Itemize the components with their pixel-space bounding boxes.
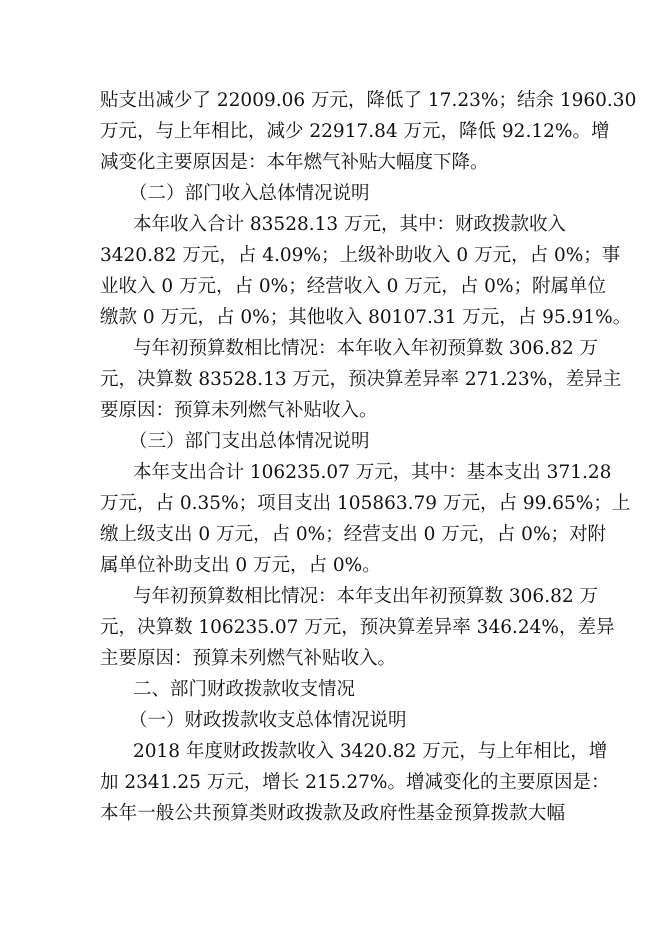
body-text-line: 万元，与上年相比，减少 22917.84 万元，降低 92.12%。增 (100, 121, 610, 142)
body-text-line: 本年支出合计 106235.07 万元，其中：基本支出 371.28 (133, 462, 612, 483)
section-heading: （三）部门支出总体情况说明 (129, 431, 370, 452)
body-text-line: 本年收入合计 83528.13 万元，其中：财政拨款收入 (133, 214, 567, 235)
body-text-line: 与年初预算数相比情况：本年收入年初预算数 306.82 万 (133, 338, 598, 359)
section-heading: （一）财政拨款收支总体情况说明 (129, 710, 407, 731)
body-text-line: 业收入 0 万元，占 0%；经营收入 0 万元，占 0%；附属单位 (100, 276, 607, 297)
body-text-line: 属单位补助支出 0 万元，占 0%。 (100, 555, 381, 576)
body-text-line: 元，决算数 106235.07 万元，预决算差异率 346.24%，差异 (100, 617, 615, 638)
chapter-heading: 二、部门财政拨款收支情况 (133, 679, 356, 700)
body-text-line: 缴上级支出 0 万元，占 0%；经营支出 0 万元，占 0%；对附 (100, 524, 607, 545)
body-text-line: 加 2341.25 万元，增长 215.27%。增减变化的主要原因是： (100, 772, 610, 793)
body-text-line: 缴款 0 万元，占 0%；其他收入 80107.31 万元，占 95.91%。 (100, 307, 632, 328)
body-text-line: 主要原因：预算未列燃气补贴收入。 (100, 648, 397, 669)
body-text-line: 贴支出减少了 22009.06 万元，降低了 17.23%；结余 1960.30 (100, 90, 637, 111)
body-text-line: 元，决算数 83528.13 万元，预决算差异率 271.23%，差异主 (100, 369, 622, 390)
body-text-line: 要原因：预算未列燃气补贴收入。 (100, 400, 378, 421)
body-text-line: 3420.82 万元，占 4.09%；上级补助收入 0 万元，占 0%；事 (100, 245, 621, 266)
body-text-line: 万元，占 0.35%；项目支出 105863.79 万元，占 99.65%；上 (100, 493, 631, 514)
body-text-line: 减变化主要原因是：本年燃气补贴大幅度下降。 (100, 152, 489, 173)
body-text-line: 2018 年度财政拨款收入 3420.82 万元，与上年相比，增 (133, 741, 608, 762)
section-heading: （二）部门收入总体情况说明 (129, 183, 370, 204)
body-text-line: 与年初预算数相比情况：本年支出年初预算数 306.82 万 (133, 586, 598, 607)
body-text-line: 本年一般公共预算类财政拨款及政府性基金预算拨款大幅 (100, 803, 565, 824)
